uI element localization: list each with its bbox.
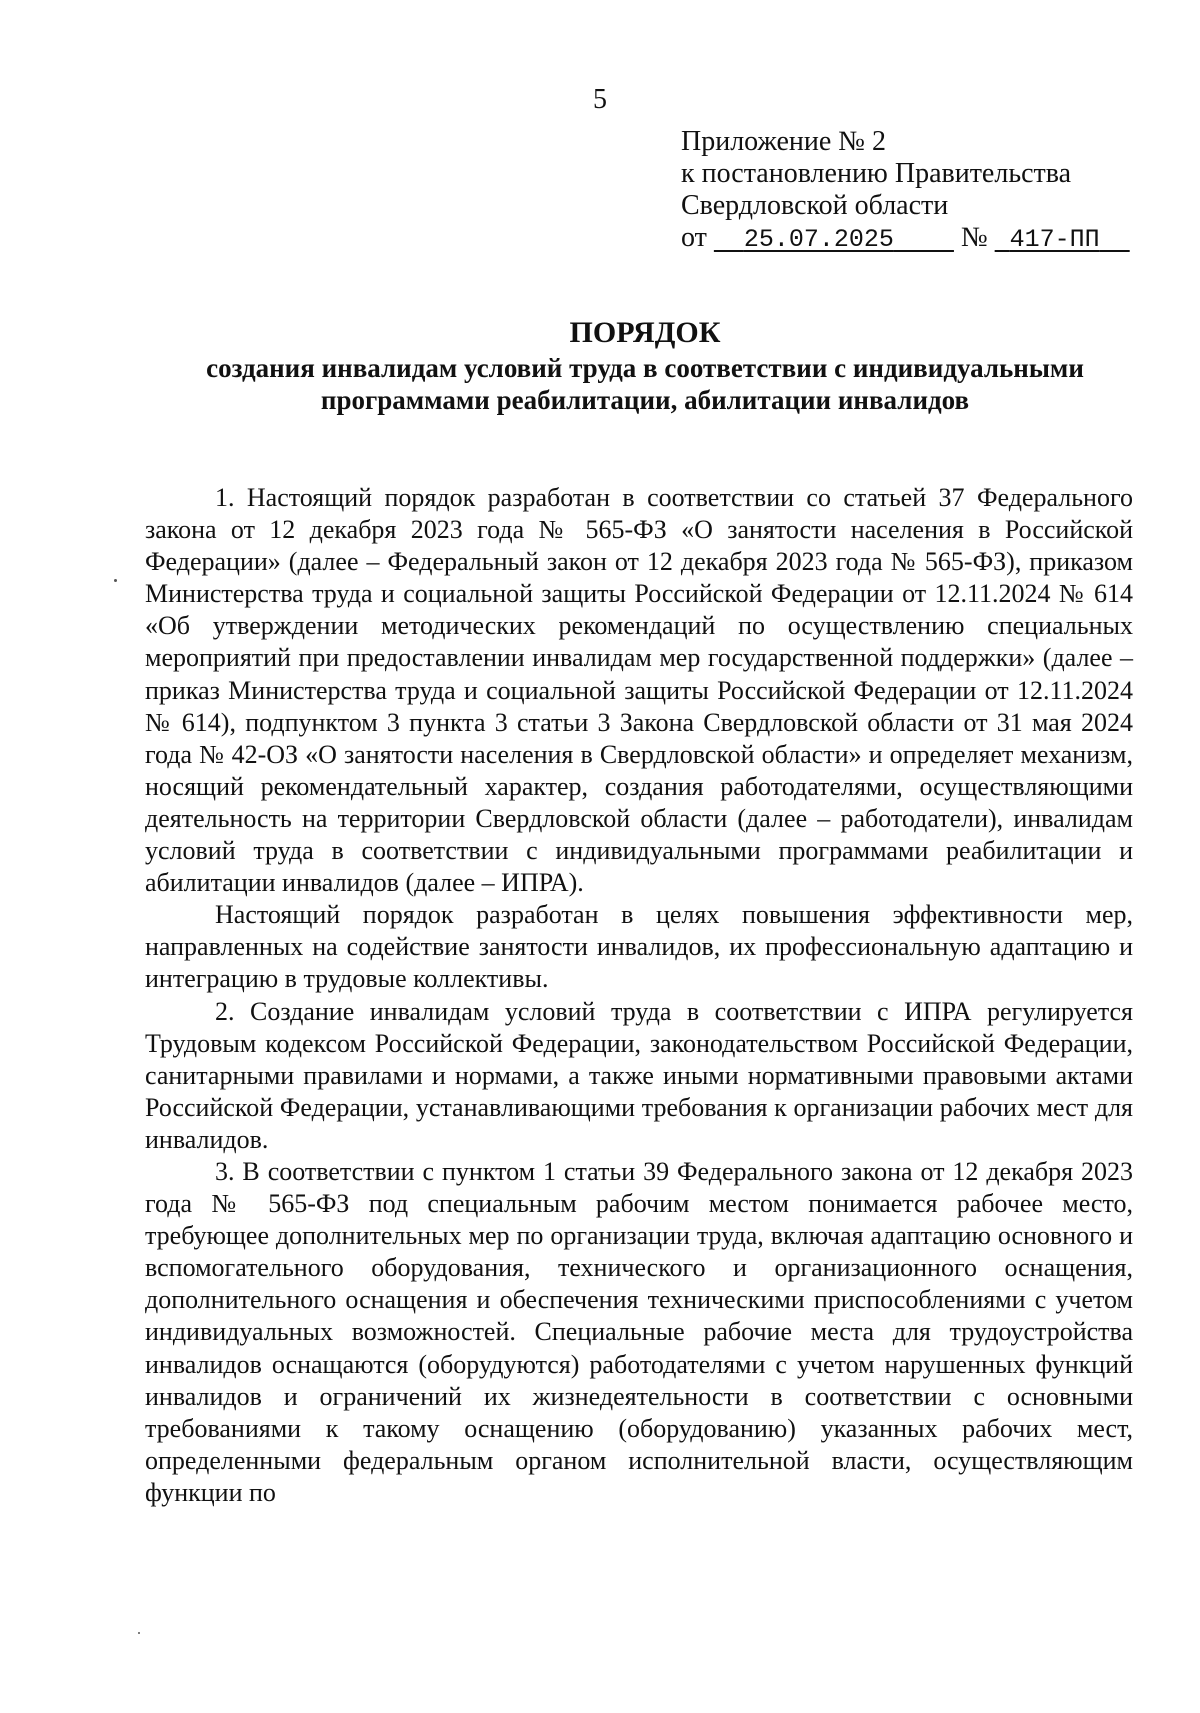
- appendix-date-line: [681, 222, 1130, 256]
- paragraph-3: 2. Создание инвалидам условий труда в соответствии с ИПРА регулируется Трудовым кодексом Российской Федерации, законодательством Российской Федерации, санитарными правилами и нормами, а также иными нормативными правовыми актами Российской Федерации, устанавливающими требования к организации рабочих мест для инвалидов.: [145, 996, 1133, 1154]
- paragraph-2: Настоящий порядок разработан в целях повышения эффективности мер, направленных на содействие занятости инвалидов, их профессиональную адаптацию и интеграцию в трудовые коллективы.: [145, 900, 1133, 994]
- scan-speck: [114, 579, 117, 582]
- document-title: ПОРЯДОК: [569, 316, 721, 349]
- date-prefix: от: [681, 222, 707, 253]
- appendix-line-1: Приложение № 2: [681, 126, 886, 157]
- page-number: 5: [593, 84, 607, 115]
- paragraph-1: 1. Настоящий порядок разработан в соответствии со статьей 37 Федерального закона от 12 декабря 2023 года № 565-ФЗ «О занятости населения в Российской Федерации» (далее – Федеральный закон от 12 декабря 2023 года № 565-ФЗ), приказом Министерства труда и социальной защиты Российской Федерации от 12.11.2024 № 614 «Об утверждении методических рекомендаций по осуществлению специальных мероприятий при предоставлении инвалидам мер государственной поддержки» (далее – приказ Министерства труда и социальной защиты Российской Федерации от 12.11.2024 № 614), подпунктом 3 пункта 3 статьи 3 Закона Свердловской области от 31 мая 2024 года № 42-ОЗ «О занятости населения в Свердловской области» и определяет механизм, носящий рекомендательный характер, создания работодателями, осуществляющими деятельность на территории Свердловской области (далее – работодатели), инвалидам условий труда в соответствии с индивидуальными программами реабилитации и абилитации инвалидов (далее – ИПРА).: [145, 483, 1133, 898]
- decree-date: 25.07.2025: [743, 225, 894, 254]
- title-block: [140, 316, 1150, 416]
- decree-number: 417-ПП: [1009, 225, 1100, 254]
- number-prefix: №: [960, 222, 988, 253]
- document-subtitle: создания инвалидам условий труда в соответствии с индивидуальными программами реабилитации, абилитации инвалидов: [206, 353, 1084, 415]
- body-text: [145, 482, 1133, 1509]
- paragraph-4: 3. В соответствии с пунктом 1 статьи 39 Федерального закона от 12 декабря 2023 года № 565-ФЗ под специальным рабочим местом понимается рабочее место, требующее дополнительных мер по организации труда, включая адаптацию основного и вспомогательного оборудования, технического и организационного оснащения, дополнительного оснащения и обеспечения техническими приспособлениями с учетом индивидуальных возможностей. Специальные рабочие места для трудоустройства инвалидов оснащаются (оборудуются) работодателями с учетом нарушенных функций инвалидов и ограничений их жизнедеятельности в соответствии с основными требованиями к такому оснащению (оборудованию) указанных рабочих мест, определенными федеральным органом исполнительной власти, осуществляющим функции по: [145, 1156, 1133, 1507]
- appendix-line-2: к постановлению Правительства: [681, 158, 1072, 189]
- appendix-header: [681, 126, 1130, 256]
- scan-speck: [138, 1632, 140, 1634]
- appendix-line-3: Свердловской области: [681, 190, 949, 221]
